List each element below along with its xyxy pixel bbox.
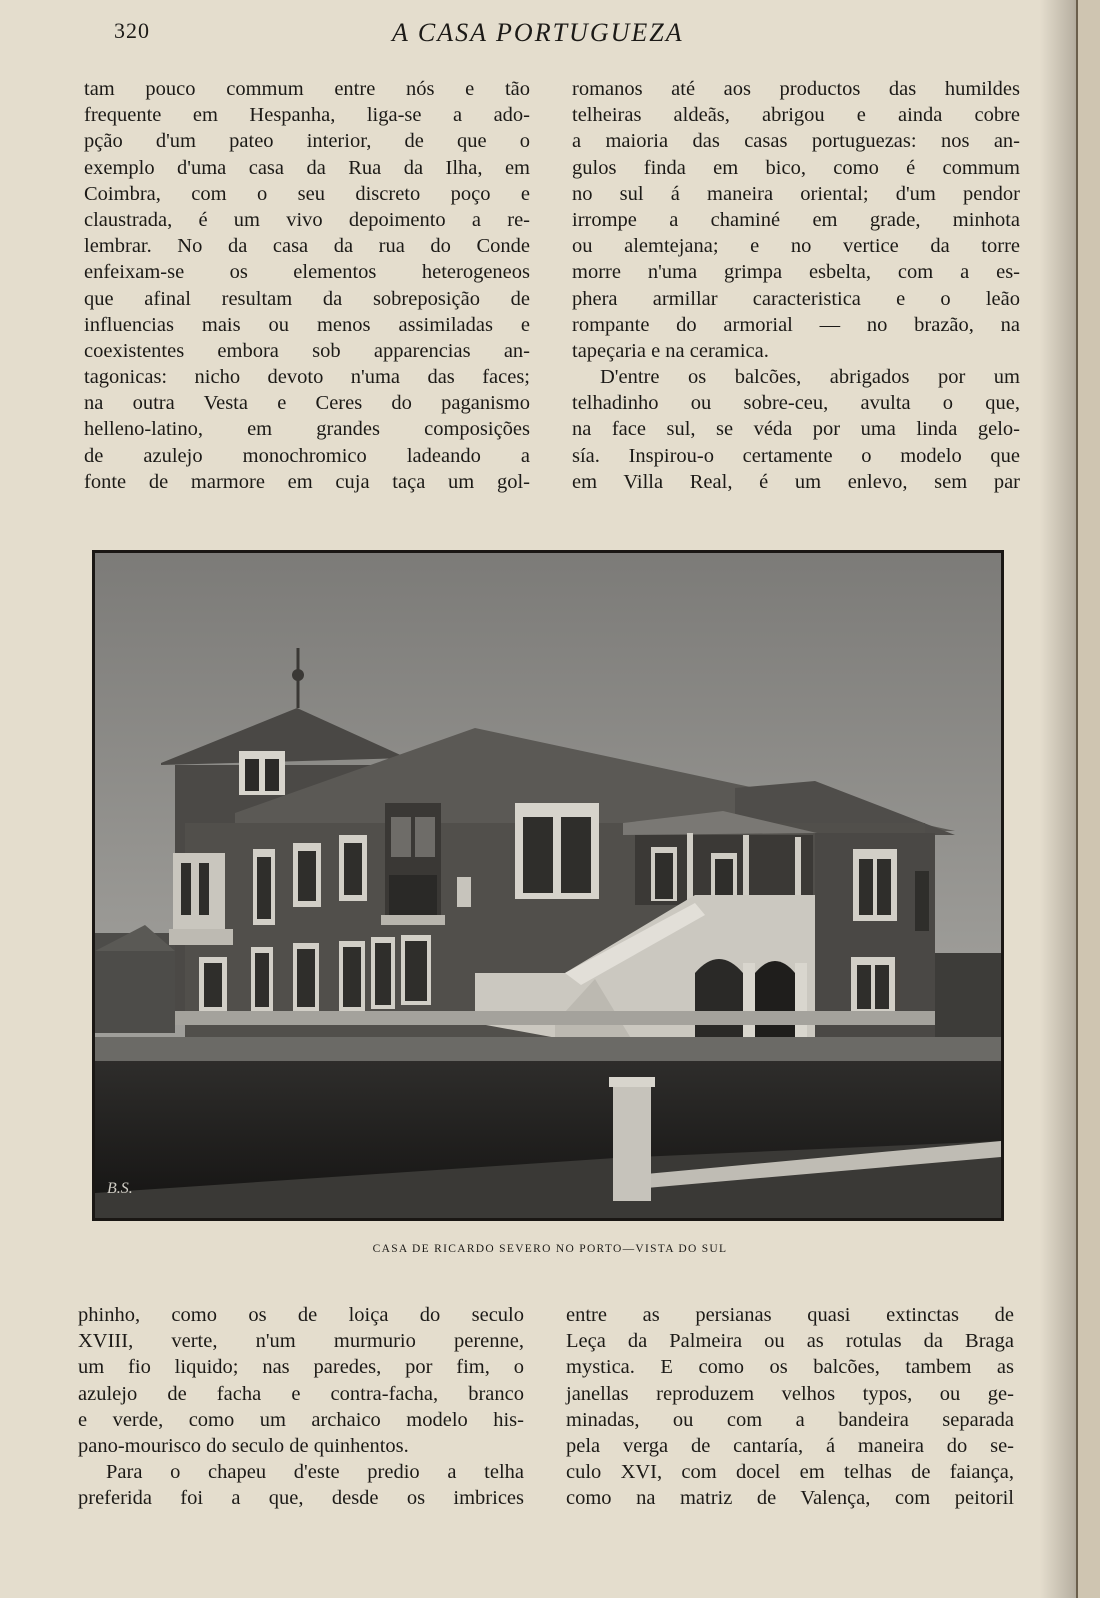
text-line: Para o chapeu d'este predio a telha xyxy=(106,1461,524,1484)
text-line: claustrada, é um vivo depoimento a re- xyxy=(84,208,530,231)
text-line: sía. Inspirou-o certamente o modelo que xyxy=(572,444,1020,467)
text-line: janellas reproduzem velhos typos, ou ge- xyxy=(566,1382,1014,1405)
text-line: no sul á maneira oriental; d'um pendor xyxy=(572,182,1020,205)
text-line: irrompe a chaminé em grade, minhota xyxy=(572,208,1020,231)
text-line: pção d'um pateo interior, de que o xyxy=(84,130,530,153)
text-column-bottom-left xyxy=(78,1302,524,1512)
text-line: enfeixam-se os elementos heterogeneos xyxy=(84,261,530,284)
next-page-edge xyxy=(1076,0,1100,1598)
text-line: na outra Vesta e Ceres do paganismo xyxy=(84,392,530,415)
text-column-top-right xyxy=(572,76,1020,495)
text-line: telhadinho ou sobre-ceu, avulta o que, xyxy=(572,392,1020,415)
text-line: phinho, como os de loiça do seculo xyxy=(78,1304,524,1326)
text-line: gulos finda em bico, como é commum xyxy=(572,156,1020,179)
text-line: que afinal resultam da sobreposição de xyxy=(84,287,530,310)
text-line: frequente em Hespanha, liga-se a ado- xyxy=(84,104,530,127)
text-line: culo XVI, com docel em telhas de faiança, xyxy=(566,1461,1014,1484)
text-column-top-left xyxy=(84,76,530,495)
text-line: fonte de marmore em cuja taça um gol- xyxy=(84,470,530,493)
text-line: tapeçaria e na ceramica. xyxy=(572,339,769,362)
text-line: a maioria das casas portuguezas: nos an- xyxy=(572,130,1020,153)
text-line: mystica. E como os balcões, tambem as xyxy=(566,1356,1014,1379)
text-line: na face sul, se véda por uma linda gelo- xyxy=(572,418,1020,441)
text-line: de azulejo monochromico ladeando a xyxy=(84,444,530,467)
text-line: lembrar. No da casa da rua do Conde xyxy=(84,235,530,258)
text-line: romanos até aos productos das humildes xyxy=(572,78,1020,100)
figure-caption: CASA DE RICARDO SEVERO NO PORTO—VISTA DO SUL xyxy=(372,1243,728,1255)
text-line: tam pouco commum entre nós e tão xyxy=(84,78,530,100)
text-line: influencias mais ou menos assimiladas e xyxy=(84,313,530,336)
text-line: pano-mourisco do seculo de quinhentos. xyxy=(78,1434,409,1457)
text-line: entre as persianas quasi extinctas de xyxy=(566,1304,1014,1326)
house-photograph xyxy=(92,550,1004,1221)
text-line: XVIII, verte, n'um murmurio perenne, xyxy=(78,1330,524,1353)
text-line: minadas, ou com a bandeira separada xyxy=(566,1408,1014,1431)
text-line: D'entre os balcões, abrigados por um xyxy=(600,366,1020,389)
text-line: Leça da Palmeira ou as rotulas da Braga xyxy=(566,1330,1014,1353)
text-line: exemplo d'uma casa da Rua da Ilha, em xyxy=(84,156,530,179)
text-line: ou alemtejana; e no vertice da torre xyxy=(572,235,1020,258)
text-line: telheiras aldeãs, abrigou e ainda cobre xyxy=(572,104,1020,127)
text-line: pela verga de cantaría, á maneira do se- xyxy=(566,1434,1014,1457)
text-line: helleno-latino, em grandes composições xyxy=(84,418,530,441)
running-title: A CASA PORTUGUEZA xyxy=(392,18,684,47)
text-line: preferida foi a que, desde os imbrices xyxy=(78,1487,524,1510)
text-line: em Villa Real, é um enlevo, sem par xyxy=(572,470,1020,493)
text-line: como na matriz de Valença, com peitoril xyxy=(566,1487,1014,1510)
text-line: coexistentes embora sob apparencias an- xyxy=(84,339,530,362)
text-line: azulejo de facha e contra-facha, branco xyxy=(78,1382,524,1405)
text-line: Coimbra, com o seu discreto poço e xyxy=(84,182,530,205)
photo-signature: B.S. xyxy=(107,1180,133,1197)
text-line: rompante do armorial — no brazão, na xyxy=(572,313,1020,336)
text-line: morre n'uma grimpa esbelta, com a es- xyxy=(572,261,1020,284)
text-line: tagonicas: nicho devoto n'uma das faces; xyxy=(84,366,530,389)
text-line: phera armillar caracteristica e o leão xyxy=(572,287,1020,310)
text-column-bottom-right xyxy=(566,1302,1014,1512)
page-number: 320 xyxy=(114,18,150,43)
text-line: e verde, como um archaico modelo his- xyxy=(78,1408,524,1431)
text-line: um fio liquido; nas paredes, por fim, o xyxy=(78,1356,524,1379)
